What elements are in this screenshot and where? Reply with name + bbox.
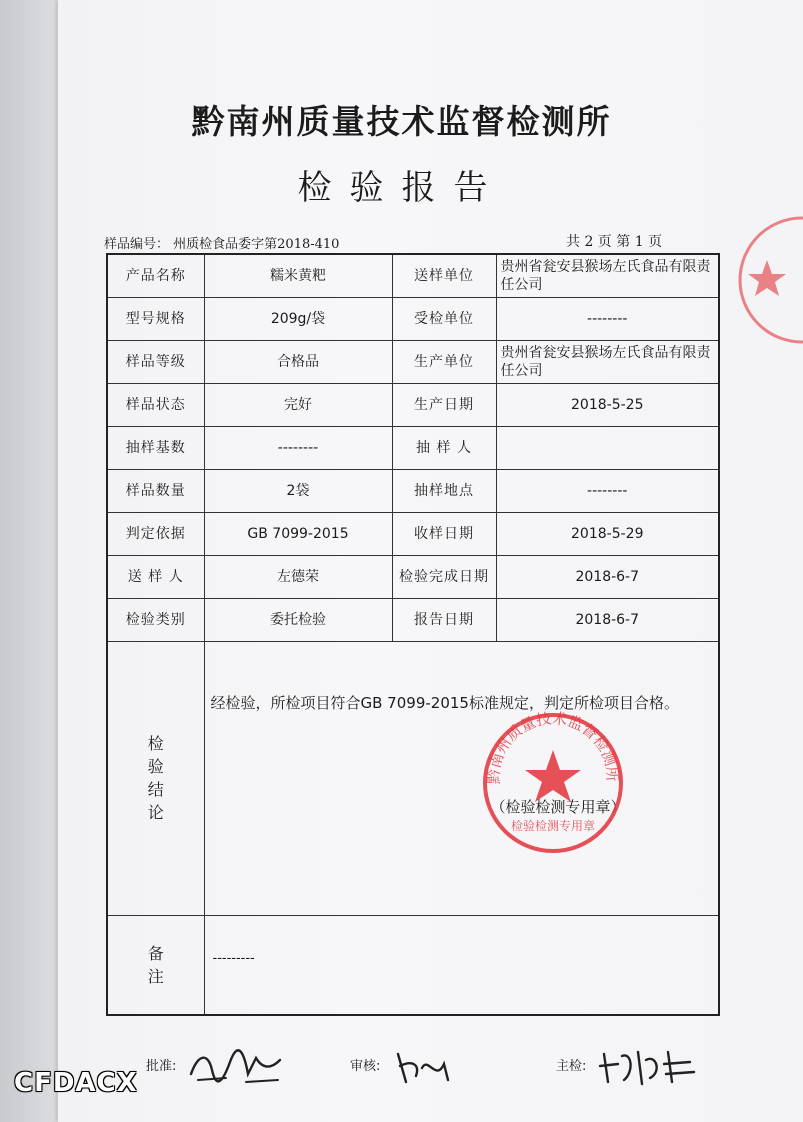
table-row (107, 469, 719, 512)
table-row (107, 598, 719, 641)
conclusion-cell (204, 641, 719, 915)
field-value: 2018-5-29 (496, 512, 719, 555)
seal-text-top: 黔南州质量技术监督检测所 (484, 709, 622, 785)
table-row (107, 512, 719, 555)
field-label: 样品等级 (107, 340, 204, 383)
field-value: 合格品 (204, 340, 392, 383)
field-value: 糯米黄粑 (204, 254, 392, 297)
field-label: 检验类别 (107, 598, 204, 641)
field-label: 生产单位 (392, 340, 496, 383)
approve-label: 批准: (146, 1059, 177, 1074)
remarks-label: 备注 (147, 943, 164, 986)
field-value: -------- (496, 469, 719, 512)
table-row (107, 254, 719, 297)
field-label: 型号规格 (107, 297, 204, 340)
report-table (106, 253, 720, 1016)
approver-signature (186, 1044, 286, 1090)
field-label: 收样日期 (392, 512, 496, 555)
field-label: 受检单位 (392, 297, 496, 340)
field-label: 抽样地点 (392, 469, 496, 512)
watermark-logo: CFDACX (14, 1068, 138, 1098)
field-value: GB 7099-2015 (204, 512, 392, 555)
field-label: 检验完成日期 (392, 555, 496, 598)
sample-number (104, 233, 339, 252)
field-label: 生产日期 (392, 383, 496, 426)
field-value: 2018-5-25 (496, 383, 719, 426)
field-value: 209g/袋 (204, 297, 392, 340)
field-value: 2018-6-7 (496, 598, 719, 641)
reviewer-signature (392, 1046, 452, 1090)
review-label: 审核: (350, 1059, 381, 1074)
edge-seal (722, 200, 803, 360)
field-label: 送 样 人 (107, 555, 204, 598)
conclusion-text: 经检验，所检项目符合GB 7099-2015标准规定，判定所检项目合格。 (210, 693, 679, 712)
table-row (107, 426, 719, 469)
table-row (107, 297, 719, 340)
field-label: 报告日期 (392, 598, 496, 641)
remarks-row (107, 915, 719, 1015)
seal-star-icon (525, 750, 581, 802)
remarks-value: --------- (212, 950, 255, 966)
field-value (496, 426, 719, 469)
field-label: 产品名称 (107, 254, 204, 297)
official-seal (478, 708, 628, 858)
page-indicator: 共 2 页 第 1 页 (566, 234, 663, 250)
org-title: 黔南州质量技术监督检测所 (191, 102, 612, 141)
field-value: 完好 (204, 383, 392, 426)
lead-label: 主检: (556, 1059, 587, 1074)
table-row (107, 555, 719, 598)
remarks-cell (204, 915, 719, 1015)
field-value: 2018-6-7 (496, 555, 719, 598)
field-label: 抽样基数 (107, 426, 204, 469)
field-value: -------- (496, 297, 719, 340)
field-value: 贵州省瓮安县猴场左氏食品有限责任公司 (496, 340, 719, 383)
table-row (107, 340, 719, 383)
field-value: 2袋 (204, 469, 392, 512)
field-value: 左德荣 (204, 555, 392, 598)
lead-signature (598, 1042, 698, 1090)
conclusion-label-cell (107, 641, 204, 915)
seal-text-bottom: 检验检测专用章 (510, 819, 596, 833)
stamp-note: （检验检测专用章） (490, 797, 626, 816)
table-row (107, 383, 719, 426)
field-label: 样品数量 (107, 469, 204, 512)
field-value: 贵州省瓮安县猴场左氏食品有限责任公司 (496, 254, 719, 297)
field-label: 样品状态 (107, 383, 204, 426)
report-title: 检验报告 (297, 168, 506, 208)
field-value: -------- (204, 426, 392, 469)
edge-seal-star-icon (748, 260, 786, 296)
field-label: 判定依据 (107, 512, 204, 555)
sample-number-label: 样品编号： (104, 237, 170, 252)
conclusion-label: 检验结论 (147, 734, 164, 822)
field-label: 送样单位 (392, 254, 496, 297)
field-value: 委托检验 (204, 598, 392, 641)
field-label: 抽 样 人 (392, 426, 496, 469)
remarks-label-cell (107, 915, 204, 1015)
sample-number-value: 州质检食品委字第2018-410 (173, 237, 340, 252)
